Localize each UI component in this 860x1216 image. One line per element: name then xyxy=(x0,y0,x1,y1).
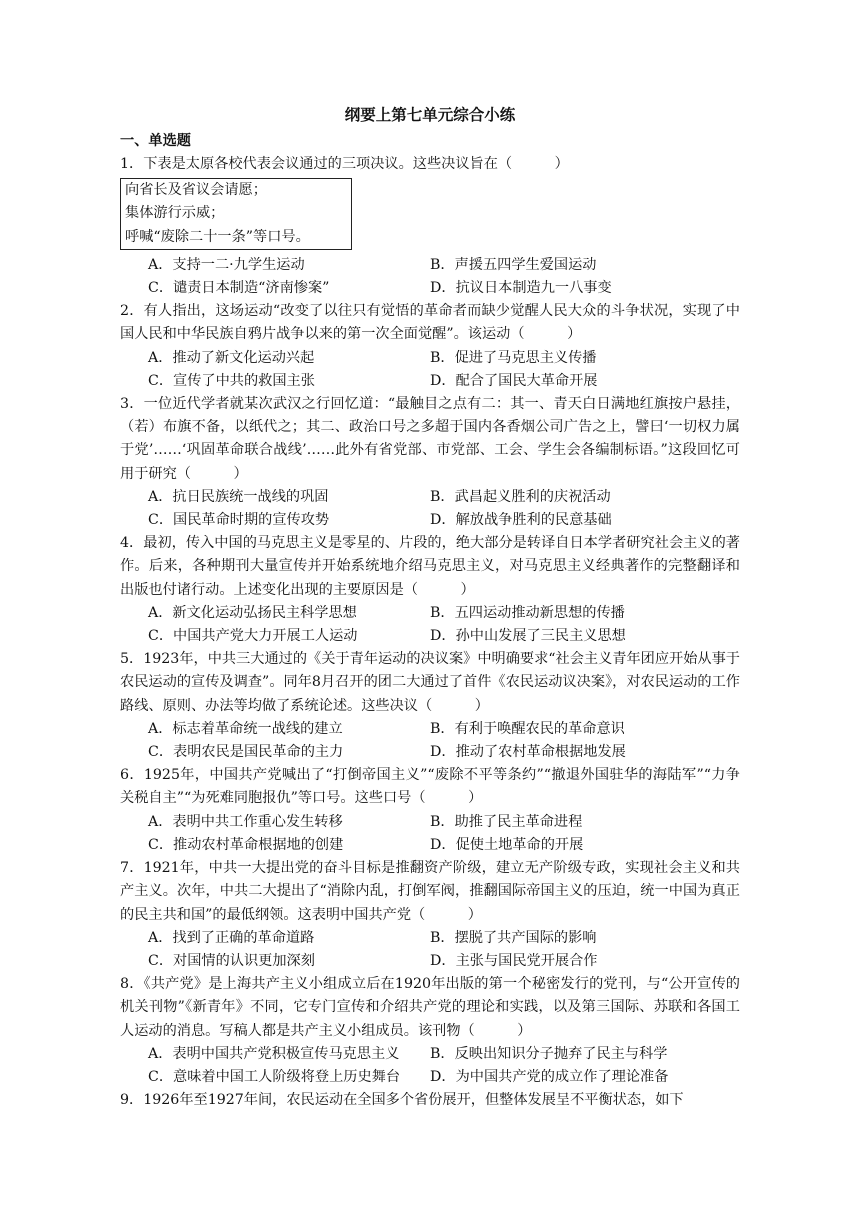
option-c[interactable]: C．意味着中国工人阶级将登上历史舞台 xyxy=(148,1068,401,1085)
option-c[interactable]: C．谴责日本制造“济南惨案” xyxy=(148,280,330,297)
option-d[interactable]: D．推动了农村革命根据地发展 xyxy=(430,744,626,761)
question-stem: 7．1921年，中共一大提出党的奋斗目标是推翻资产阶级，建立无产阶级专政，实现社会主义和共产主义。次年，中共二大提出了“消除内乱，打倒军阀，推翻国际帝国主义的压迫，统一中国为真正的民主共和国”的最低纲领。这表明中国共产党（ ） xyxy=(120,860,740,923)
question-stem: 4．最初，传入中国的马克思主义是零星的、片段的，绝大部分是转译自日本学者研究社会主义的著作。后来，各种期刊大量宣传并开始系统地介绍马克思主义，对马克思主义经典著作的完整翻译和出版也付诸行动。上述变化出现的主要原因是（ ） xyxy=(120,535,740,598)
question-stem: 8．《共产党》是上海共产主义小组成立后在1920年出版的第一个秘密发行的党刊，与“公开宣传的机关刊物”《新青年》不同，它专门宣传和介绍共产党的理论和实践，以及第三国际、苏联和各国工人运动的消息。写稿人都是共产主义小组成员。该刊物（ ） xyxy=(120,976,740,1039)
options xyxy=(120,347,740,393)
options xyxy=(120,1043,740,1089)
option-b[interactable]: B．有利于唤醒农民的革命意识 xyxy=(430,720,625,737)
option-a[interactable]: A．支持一二·九学生运动 xyxy=(148,256,305,273)
option-d[interactable]: D．孙中山发展了三民主义思想 xyxy=(430,628,626,645)
option-d[interactable]: D．主张与国民党开展合作 xyxy=(430,952,598,969)
box-line: 向省长及省议会请愿； xyxy=(125,182,267,199)
question-stem: 9．1926年至1927年间，农民运动在全国多个省份展开，但整体发展呈不平衡状态，如下 xyxy=(120,1092,684,1109)
option-b[interactable]: B．助推了民主革命进程 xyxy=(430,813,583,830)
question-9 xyxy=(120,1089,740,1112)
resolution-box xyxy=(120,178,352,250)
option-a[interactable]: A．标志着革命统一战线的建立 xyxy=(148,720,343,737)
option-d[interactable]: D．解放战争胜利的民意基础 xyxy=(430,512,612,529)
option-a[interactable]: A．新文化运动弘扬民主科学思想 xyxy=(148,604,357,621)
option-d[interactable]: D．抗议日本制造九一八事变 xyxy=(430,280,612,297)
option-b[interactable]: B．摆脱了共产国际的影响 xyxy=(430,929,597,946)
question-8 xyxy=(120,973,740,1089)
section-heading: 一、单选题 xyxy=(120,133,191,149)
option-d[interactable]: D．为中国共产党的成立作了理论准备 xyxy=(430,1068,669,1085)
option-a[interactable]: A．表明中国共产党积极宣传马克思主义 xyxy=(148,1045,400,1062)
options xyxy=(120,927,740,973)
option-a[interactable]: A．表明中共工作重心发生转移 xyxy=(148,813,343,830)
option-a[interactable]: A．抗日民族统一战线的巩固 xyxy=(148,488,329,505)
option-b[interactable]: B．反映出知识分子抛弃了民主与科学 xyxy=(430,1045,668,1062)
question-5 xyxy=(120,648,740,764)
options xyxy=(120,254,740,300)
question-stem: 5．1923年，中共三大通过的《关于青年运动的决议案》中明确要求“社会主义青年团应开始从事于农民运动的宣传及调查”。同年8月召开的团二大通过了首件《农民运动议决案》，对农民运动的工作路线、原则、办法等均做了系统论述。这些决议（ ） xyxy=(120,651,740,714)
option-c[interactable]: C．对国情的认识更加深刻 xyxy=(148,952,315,969)
question-stem: 3．一位近代学者就某次武汉之行回忆道：“最触目之点有二：其一、青天白日满地红旗按户悬挂，（若）布旗不备，以纸代之；其二、政治口号之多超于国内各香烟公司广告之上，譬曰‘一切权力属于党’……‘巩固革命联合战线’……此外有省党部、市党部、工会、学生会各编制标语。”这段回忆可用于研究（ ） xyxy=(120,396,740,482)
question-stem: 6．1925年，中国共产党喊出了“打倒帝国主义”“废除不平等条约”“撤退外国驻华的海陆军”“力争关税自主”“为死难同胞报仇”等口号。这些口号（ ） xyxy=(120,767,740,807)
page-title: 纲要上第七单元综合小练 xyxy=(344,105,516,124)
option-c[interactable]: C．宣传了中共的救国主张 xyxy=(148,372,315,389)
question-3 xyxy=(120,393,740,532)
question-stem: 2．有人指出，这场运动“改变了以往只有觉悟的革命者而缺少觉醒人民大众的斗争状况，实现了中国人民和中华民族自鸦片战争以来的第一次全面觉醒”。该运动（ ） xyxy=(120,303,740,343)
options xyxy=(120,811,740,857)
option-b[interactable]: B．声援五四学生爱国运动 xyxy=(430,256,597,273)
option-d[interactable]: D．促使土地革命的开展 xyxy=(430,836,584,853)
document-page xyxy=(120,100,740,1112)
option-b[interactable]: B．武昌起义胜利的庆祝活动 xyxy=(430,488,611,505)
question-2 xyxy=(120,300,740,393)
option-b[interactable]: B．促进了马克思主义传播 xyxy=(430,349,597,366)
question-6 xyxy=(120,764,740,857)
options xyxy=(120,602,740,648)
question-7 xyxy=(120,857,740,973)
option-c[interactable]: C．推动农村革命根据地的创建 xyxy=(148,836,344,853)
box-line: 集体游行示威； xyxy=(125,205,225,222)
question-1 xyxy=(120,153,740,300)
option-a[interactable]: A．找到了正确的革命道路 xyxy=(148,929,315,946)
options xyxy=(120,486,740,532)
question-stem: 1．下表是太原各校代表会议通过的三项决议。这些决议旨在（ ） xyxy=(120,156,569,172)
option-b[interactable]: B．五四运动推动新思想的传播 xyxy=(430,604,625,621)
question-4 xyxy=(120,532,740,648)
option-c[interactable]: C．中国共产党大力开展工人运动 xyxy=(148,628,358,645)
option-a[interactable]: A．推动了新文化运动兴起 xyxy=(148,349,315,366)
option-c[interactable]: C．表明农民是国民革命的主力 xyxy=(148,744,344,761)
option-c[interactable]: C．国民革命时期的宣传攻势 xyxy=(148,512,330,529)
options xyxy=(120,718,740,764)
option-d[interactable]: D．配合了国民大革命开展 xyxy=(430,372,598,389)
box-line: 呼喊“废除二十一条”等口号。 xyxy=(125,228,310,245)
